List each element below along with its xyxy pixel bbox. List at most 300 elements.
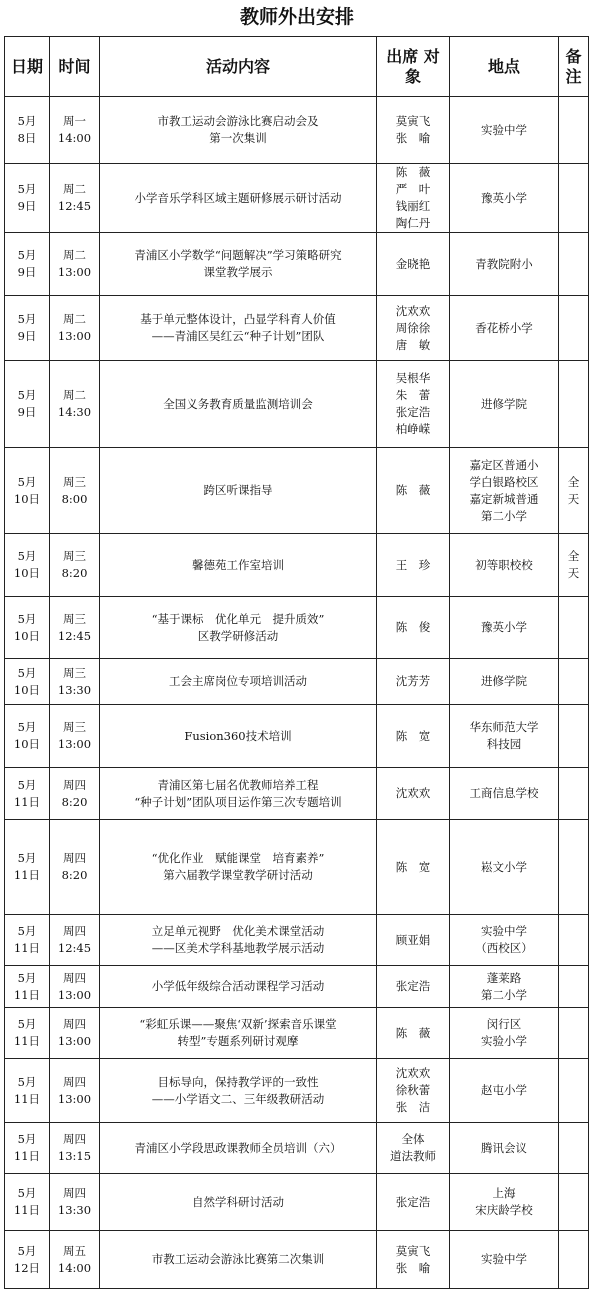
- date-cell-line: 11日: [13, 1034, 41, 1048]
- time-cell-line: 14:30: [57, 405, 92, 419]
- content-cell-line: ——小学语文二、三年级教研活动: [151, 1091, 325, 1106]
- note-cell: [559, 233, 589, 296]
- place-cell: [450, 966, 559, 1008]
- place-cell-line: 闵行区: [486, 1017, 522, 1031]
- place-cell-line: 华东师范大学: [469, 720, 539, 734]
- content-cell-line: ——区美术学科基地教学展示活动: [151, 941, 325, 955]
- people-cell: [377, 1123, 450, 1174]
- date-cell-line: 5月: [17, 248, 37, 262]
- time-cell: [50, 1008, 100, 1059]
- people-cell-line: 周徐徐: [395, 320, 431, 335]
- date-cell: [5, 164, 50, 233]
- date-cell-line: 5月: [17, 1074, 37, 1089]
- place-cell-line: 进修学院: [481, 674, 527, 688]
- content-cell-line: “优化作业 赋能课堂 培育素养”: [151, 851, 325, 865]
- people-cell-line: 陈 宽: [395, 859, 431, 874]
- place-cell-line: 学白银路校区: [469, 474, 539, 489]
- schedule-table: [4, 36, 589, 1289]
- content-cell: [100, 597, 377, 659]
- content-cell: [100, 1059, 377, 1123]
- table-row: [5, 534, 589, 597]
- time-cell-line: 8:20: [61, 794, 88, 809]
- note-cell-line: 天: [567, 566, 580, 580]
- content-cell-line: 青浦区小学段思政课教师全员培训（六）: [134, 1140, 342, 1155]
- date-cell-line: 5月: [17, 1186, 37, 1200]
- date-cell-line: 5月: [17, 611, 37, 626]
- people-cell-line: 张定浩: [395, 405, 431, 419]
- time-cell: [50, 448, 100, 534]
- date-cell-line: 5月: [17, 1243, 37, 1258]
- time-cell: [50, 915, 100, 966]
- time-cell-line: 13:15: [57, 1149, 92, 1163]
- date-cell-line: 10日: [13, 491, 41, 506]
- people-cell-line: 张定浩: [395, 979, 431, 993]
- place-cell: [450, 1231, 559, 1289]
- content-cell: [100, 659, 377, 705]
- table-row: [5, 768, 589, 820]
- content-cell: [100, 1123, 377, 1174]
- time-cell-line: 周一: [63, 114, 86, 128]
- time-cell-line: 周三: [63, 665, 86, 680]
- place-cell: [450, 820, 559, 915]
- content-cell-line: 跨区听课指导: [203, 483, 273, 497]
- note-cell: [559, 1123, 589, 1174]
- header-content: 活动内容: [100, 37, 377, 97]
- table-row: [5, 820, 589, 915]
- date-cell-line: 8日: [17, 131, 37, 145]
- date-cell: [5, 233, 50, 296]
- place-cell: [450, 448, 559, 534]
- place-cell-line: 豫英小学: [481, 620, 527, 634]
- place-cell-line: 青教院附小: [475, 256, 533, 271]
- note-cell-line: 全: [567, 549, 580, 563]
- people-cell: [377, 361, 450, 448]
- people-cell-line: 沈芳芳: [395, 674, 431, 688]
- time-cell-line: 周三: [63, 611, 86, 626]
- content-cell: [100, 1231, 377, 1289]
- content-cell-line: 工会主席岗位专项培训活动: [169, 674, 307, 688]
- people-cell-line: 严 叶: [395, 182, 431, 196]
- content-cell: [100, 768, 377, 820]
- time-cell-line: 周四: [63, 851, 86, 865]
- date-cell: [5, 448, 50, 534]
- time-cell-line: 周四: [63, 970, 86, 985]
- time-cell: [50, 233, 100, 296]
- content-cell: [100, 233, 377, 296]
- header-date: 日期: [5, 37, 50, 97]
- time-cell-line: 13:00: [57, 1091, 92, 1106]
- table-row: [5, 1008, 589, 1059]
- date-cell-line: 5月: [17, 777, 37, 792]
- note-cell: [559, 705, 589, 768]
- place-cell: [450, 361, 559, 448]
- people-cell: [377, 233, 450, 296]
- place-cell-line: 实验小学: [481, 1034, 527, 1048]
- date-cell-line: 5月: [17, 388, 37, 402]
- note-cell-line: 天: [567, 491, 580, 506]
- people-cell-line: 莫寅飞: [395, 114, 431, 128]
- date-cell: [5, 1174, 50, 1231]
- date-cell: [5, 768, 50, 820]
- time-cell: [50, 534, 100, 597]
- time-cell-line: 周三: [63, 549, 86, 563]
- place-cell: [450, 1008, 559, 1059]
- date-cell-line: 9日: [17, 329, 37, 343]
- people-cell-line: 张定浩: [395, 1194, 431, 1209]
- people-cell-line: 沈欢欢: [395, 786, 431, 800]
- people-cell: [377, 164, 450, 233]
- note-cell: [559, 915, 589, 966]
- time-cell-line: 13:00: [57, 1034, 92, 1048]
- content-cell-line: 转型”专题系列研讨观摩: [177, 1034, 299, 1048]
- place-cell: [450, 705, 559, 768]
- people-cell-line: 张 洁: [395, 1100, 431, 1114]
- table-row: [5, 361, 589, 448]
- people-cell: [377, 534, 450, 597]
- people-cell: [377, 597, 450, 659]
- people-cell-line: 全体: [401, 1132, 425, 1146]
- content-cell-line: 小学低年级综合活动课程学习活动: [151, 979, 325, 993]
- date-cell: [5, 820, 50, 915]
- place-cell-line: 实验中学: [481, 1252, 527, 1266]
- place-cell-line: 赵屯小学: [481, 1083, 527, 1097]
- date-cell-line: 11日: [13, 941, 41, 955]
- place-cell-line: 蓬莱路: [486, 970, 522, 985]
- people-cell-line: 沈欢欢: [395, 1066, 431, 1080]
- place-cell: [450, 768, 559, 820]
- note-cell: [559, 534, 589, 597]
- place-cell-line: 初等职校校: [475, 557, 533, 572]
- time-cell-line: 14:00: [57, 1260, 92, 1275]
- time-cell: [50, 361, 100, 448]
- place-cell: [450, 1174, 559, 1231]
- time-cell: [50, 1231, 100, 1289]
- date-cell-line: 5月: [17, 720, 37, 734]
- time-cell-line: 周三: [63, 474, 86, 489]
- place-cell-line: 第二小学: [481, 508, 527, 523]
- people-cell: [377, 448, 450, 534]
- time-cell-line: 13:30: [57, 682, 92, 697]
- date-cell: [5, 966, 50, 1008]
- date-cell: [5, 915, 50, 966]
- date-cell-line: 9日: [17, 405, 37, 419]
- time-cell-line: 周五: [63, 1243, 86, 1258]
- date-cell-line: 10日: [13, 566, 41, 580]
- date-cell: [5, 659, 50, 705]
- time-cell: [50, 597, 100, 659]
- place-cell-line: （西校区）: [475, 941, 533, 955]
- date-cell-line: 5月: [17, 474, 37, 489]
- place-cell: [450, 296, 559, 361]
- date-cell-line: 5月: [17, 549, 37, 563]
- content-cell: [100, 705, 377, 768]
- people-cell: [377, 966, 450, 1008]
- header-people-line: 出席: [386, 46, 419, 66]
- schedule-body: [5, 97, 589, 1289]
- time-cell-line: 13:00: [57, 265, 92, 279]
- header-place: 地点: [450, 37, 559, 97]
- table-row: [5, 296, 589, 361]
- date-cell: [5, 534, 50, 597]
- content-cell: [100, 448, 377, 534]
- content-cell-line: 青浦区小学数学“问题解决”学习策略研究: [134, 248, 342, 262]
- people-cell: [377, 1231, 450, 1289]
- date-cell-line: 9日: [17, 199, 37, 213]
- time-cell-line: 13:00: [57, 329, 92, 343]
- header-note-line: 备: [565, 46, 582, 66]
- place-cell: [450, 164, 559, 233]
- place-cell: [450, 597, 559, 659]
- place-cell: [450, 1059, 559, 1123]
- table-row: [5, 233, 589, 296]
- people-cell-line: 陈 俊: [395, 620, 431, 634]
- content-cell-line: 市教工运动会游泳比赛第二次集训: [151, 1252, 325, 1266]
- content-cell-line: 课堂教学展示: [203, 265, 273, 279]
- time-cell: [50, 97, 100, 164]
- header-row: [5, 37, 589, 97]
- date-cell: [5, 97, 50, 164]
- place-cell-line: 豫英小学: [481, 190, 527, 205]
- date-cell-line: 10日: [13, 682, 41, 697]
- people-cell-line: 朱 蕾: [395, 388, 431, 402]
- place-cell: [450, 97, 559, 164]
- table-row: [5, 1231, 589, 1289]
- people-cell-line: 柏峥嵘: [395, 422, 431, 436]
- note-cell: [559, 659, 589, 705]
- content-cell-line: ——青浦区吴红云“种子计划”团队: [151, 329, 325, 343]
- content-cell: [100, 534, 377, 597]
- note-cell: [559, 97, 589, 164]
- content-cell-line: 市教工运动会游泳比赛启动会及: [157, 114, 319, 128]
- place-cell: [450, 1123, 559, 1174]
- place-cell-line: 实验中学: [481, 122, 527, 137]
- table-row: [5, 966, 589, 1008]
- time-cell: [50, 1123, 100, 1174]
- note-cell: [559, 296, 589, 361]
- time-cell-line: 周四: [63, 924, 86, 938]
- place-cell: [450, 534, 559, 597]
- time-cell: [50, 820, 100, 915]
- note-cell: [559, 1008, 589, 1059]
- place-cell-line: 上海: [492, 1186, 516, 1200]
- people-cell-line: 陈 宽: [395, 728, 431, 743]
- place-cell-line: 工商信息学校: [469, 786, 539, 800]
- content-cell-line: 青浦区第七届名优教师培养工程: [157, 777, 319, 792]
- content-cell-line: 自然学科研讨活动: [192, 1194, 284, 1209]
- date-cell-line: 5月: [17, 312, 37, 326]
- date-cell-line: 11日: [13, 1149, 41, 1163]
- note-cell: [559, 966, 589, 1008]
- date-cell-line: 11日: [13, 868, 41, 882]
- place-cell-line: 嘉定区普通小: [469, 457, 539, 472]
- time-cell-line: 8:00: [61, 491, 88, 506]
- date-cell-line: 5月: [17, 182, 37, 196]
- header-time: 时间: [50, 37, 100, 97]
- date-cell-line: 5月: [17, 114, 37, 128]
- time-cell-line: 周二: [63, 388, 86, 402]
- time-cell-line: 12:45: [57, 628, 92, 643]
- note-cell-line: 全: [567, 474, 580, 489]
- time-cell: [50, 966, 100, 1008]
- time-cell: [50, 1059, 100, 1123]
- date-cell: [5, 705, 50, 768]
- people-cell-line: 顾亚娟: [395, 932, 431, 947]
- content-cell: [100, 1008, 377, 1059]
- table-row: [5, 164, 589, 233]
- date-cell: [5, 1231, 50, 1289]
- people-cell-line: 道法教师: [390, 1149, 436, 1163]
- people-cell: [377, 820, 450, 915]
- place-cell-line: 宋庆龄学校: [475, 1203, 533, 1217]
- place-cell-line: 崧文小学: [481, 859, 527, 874]
- date-cell: [5, 1059, 50, 1123]
- date-cell-line: 5月: [17, 970, 37, 985]
- note-cell: [559, 768, 589, 820]
- content-cell: [100, 97, 377, 164]
- people-cell-line: 徐秋蕾: [395, 1083, 431, 1097]
- content-cell-line: 第一次集训: [209, 131, 267, 145]
- content-cell-line: Fusion360技术培训: [184, 728, 292, 743]
- table-row: [5, 915, 589, 966]
- page-title: 教师外出安排: [239, 6, 354, 28]
- content-cell-line: “彩虹乐课——聚焦‘双新’探索音乐课堂: [139, 1017, 337, 1031]
- people-cell-line: 陶仁丹: [395, 216, 431, 230]
- note-cell: [559, 1174, 589, 1231]
- time-cell-line: 周四: [63, 1017, 86, 1031]
- content-cell-line: 区教学研修活动: [197, 628, 279, 643]
- time-cell-line: 12:45: [57, 941, 92, 955]
- content-cell: [100, 164, 377, 233]
- people-cell-line: 张 喻: [395, 1260, 431, 1275]
- content-cell-line: 基于单元整体设计，凸显学科育人价值: [140, 312, 336, 326]
- place-cell-line: 实验中学: [481, 924, 527, 938]
- time-cell-line: 13:00: [57, 987, 92, 1002]
- time-cell-line: 周四: [63, 1132, 86, 1146]
- content-cell: [100, 296, 377, 361]
- time-cell: [50, 164, 100, 233]
- content-cell: [100, 1174, 377, 1231]
- people-cell: [377, 659, 450, 705]
- date-cell-line: 10日: [13, 628, 41, 643]
- note-cell: [559, 448, 589, 534]
- date-cell: [5, 597, 50, 659]
- people-cell: [377, 97, 450, 164]
- table-row: [5, 97, 589, 164]
- time-cell-line: 周三: [63, 720, 86, 734]
- date-cell: [5, 296, 50, 361]
- date-cell-line: 11日: [13, 1203, 41, 1217]
- date-cell: [5, 361, 50, 448]
- place-cell-line: 进修学院: [481, 396, 527, 411]
- date-cell-line: 11日: [13, 794, 41, 809]
- date-cell-line: 10日: [13, 737, 41, 751]
- header-note-line: 注: [565, 66, 582, 86]
- place-cell-line: 腾讯会议: [481, 1140, 527, 1155]
- people-cell: [377, 1174, 450, 1231]
- header-note: [559, 37, 589, 97]
- content-cell: [100, 820, 377, 915]
- header-people: [377, 37, 450, 97]
- time-cell: [50, 1174, 100, 1231]
- date-cell-line: 5月: [17, 924, 37, 938]
- content-cell-line: “种子计划”团队项目运作第三次专题培训: [134, 794, 342, 809]
- people-cell-line: 金晓艳: [395, 256, 431, 271]
- content-cell: [100, 361, 377, 448]
- date-cell: [5, 1008, 50, 1059]
- date-cell-line: 5月: [17, 665, 37, 680]
- people-cell: [377, 915, 450, 966]
- time-cell-line: 12:45: [57, 199, 92, 213]
- table-row: [5, 1123, 589, 1174]
- content-cell: [100, 966, 377, 1008]
- note-cell: [559, 1231, 589, 1289]
- time-cell: [50, 705, 100, 768]
- content-cell-line: 立足单元视野 优化美术课堂活动: [151, 924, 325, 938]
- table-row: [5, 705, 589, 768]
- content-cell-line: 全国义务教育质量监测培训会: [163, 396, 313, 411]
- content-cell-line: 目标导向，保持教学评的一致性: [157, 1074, 319, 1089]
- time-cell-line: 周四: [63, 1186, 86, 1200]
- place-cell: [450, 915, 559, 966]
- note-cell: [559, 820, 589, 915]
- time-cell-line: 周二: [63, 182, 86, 196]
- content-cell-line: 小学音乐学科区域主题研修展示研讨活动: [134, 190, 342, 205]
- time-cell-line: 周四: [63, 1074, 86, 1089]
- content-cell-line: 第六届教学课堂教学研讨活动: [163, 868, 313, 882]
- note-cell: [559, 164, 589, 233]
- time-cell: [50, 659, 100, 705]
- time-cell-line: 周四: [63, 777, 86, 792]
- content-cell: [100, 915, 377, 966]
- place-cell: [450, 659, 559, 705]
- date-cell-line: 5月: [17, 1017, 37, 1031]
- people-cell-line: 莫寅飞: [395, 1243, 431, 1258]
- date-cell-line: 9日: [17, 265, 37, 279]
- table-row: [5, 659, 589, 705]
- place-cell-line: 嘉定新城普通: [469, 491, 539, 506]
- time-cell-line: 周二: [63, 248, 86, 262]
- people-cell: [377, 768, 450, 820]
- time-cell: [50, 296, 100, 361]
- date-cell-line: 5月: [17, 851, 37, 865]
- people-cell-line: 钱丽红: [395, 199, 431, 213]
- place-cell: [450, 233, 559, 296]
- place-cell-line: 香花桥小学: [475, 320, 533, 335]
- table-row: [5, 1059, 589, 1123]
- time-cell-line: 13:30: [57, 1203, 92, 1217]
- content-cell-line: “基于课标 优化单元 提升质效”: [151, 611, 325, 626]
- people-cell-line: 吴根华: [395, 371, 431, 385]
- table-row: [5, 1174, 589, 1231]
- people-cell-line: 沈欢欢: [395, 303, 431, 318]
- people-cell: [377, 296, 450, 361]
- date-cell-line: 5月: [17, 1132, 37, 1146]
- table-row: [5, 597, 589, 659]
- date-cell-line: 11日: [13, 987, 41, 1002]
- place-cell-line: 第二小学: [481, 987, 527, 1002]
- people-cell: [377, 705, 450, 768]
- people-cell-line: 唐 敏: [395, 337, 431, 352]
- table-row: [5, 448, 589, 534]
- time-cell-line: 14:00: [57, 131, 92, 145]
- date-cell-line: 12日: [13, 1260, 41, 1275]
- note-cell: [559, 1059, 589, 1123]
- time-cell: [50, 768, 100, 820]
- people-cell: [377, 1059, 450, 1123]
- people-cell-line: 王 珍: [395, 557, 431, 572]
- content-cell-line: 馨德苑工作室培训: [192, 557, 284, 572]
- time-cell-line: 周二: [63, 312, 86, 326]
